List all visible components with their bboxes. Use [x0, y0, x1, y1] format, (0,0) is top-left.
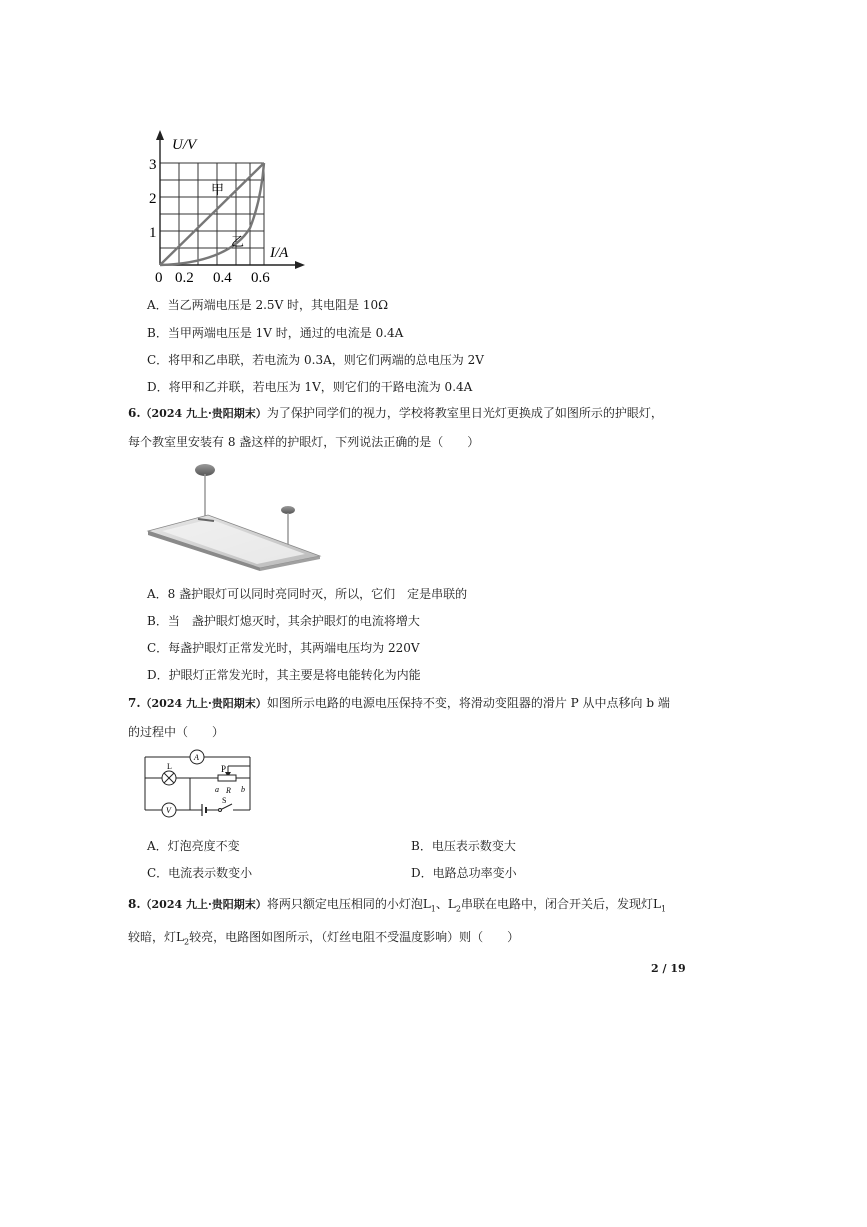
q8-sep: 、L: [435, 897, 456, 911]
y-axis-arrow: [156, 130, 164, 140]
q8-source: （2024 九上·贵阳期末）: [140, 898, 267, 911]
y-tick-3: 3: [149, 157, 157, 173]
q6-source: （2024 九上·贵阳期末）: [140, 407, 267, 420]
ceiling-mount-right: [281, 506, 295, 514]
q5-option-a[interactable]: A．当乙两端电压是 2.5V 时，其电阻是 10Ω: [147, 298, 389, 312]
end-b-label: b: [241, 785, 245, 794]
q8-sub-2: 2: [455, 904, 461, 914]
x-tick-0-4: 0.4: [213, 270, 232, 286]
x-axis-arrow: [295, 261, 305, 269]
q7-option-d[interactable]: D．电路总功率变小: [411, 866, 517, 880]
eye-lamp-illustration: [140, 458, 330, 573]
lamp-label: L: [167, 762, 172, 771]
q7-line2: 的过程中（ ）: [128, 725, 225, 739]
curve-jia-label: 甲: [211, 182, 225, 197]
q6-option-c[interactable]: C．每盏护眼灯正常发光时，其两端电压均为 220V: [147, 641, 420, 655]
switch-label: S: [222, 796, 227, 805]
q8-stem: [128, 890, 728, 957]
q6-option-a[interactable]: A．8 盏护眼灯可以同时亮同时灭，所以，它们 定是串联的: [147, 587, 468, 601]
q6-option-d[interactable]: D．护眼灯正常发光时，其主要是将电能转化为内能: [147, 668, 421, 682]
slider-label: P: [221, 764, 227, 774]
q7-source: （2024 九上·贵阳期末）: [140, 697, 267, 710]
x-tick-0-2: 0.2: [175, 270, 194, 286]
x-axis-label: I/A: [270, 245, 289, 261]
x-tick-0: 0: [155, 270, 163, 286]
q8-sub-4: 2: [183, 937, 190, 947]
q7-stem: [128, 689, 728, 746]
q7-option-b[interactable]: B．电压表示数变大: [411, 839, 516, 853]
q6-line2: 每个教室里安装有 8 盏这样的护眼灯，下列说法正确的是（ ）: [128, 435, 480, 449]
q6-line1: 为了保护同学们的视力，学校将教室里日光灯更换成了如图所示的护眼灯，: [266, 406, 663, 420]
q8-number: 8.: [128, 897, 141, 911]
q7-number: 7.: [128, 696, 141, 710]
q8-line2-a: 较暗，灯L: [128, 930, 184, 945]
voltmeter-label: V: [166, 806, 171, 815]
q8-line1-b: 串联在电路中，闭合开关后，发现灯L: [460, 897, 661, 911]
q7-circuit-diagram: [140, 742, 260, 822]
switch-contact: [219, 809, 222, 812]
y-axis-label: U/V: [172, 137, 197, 153]
q7-line1: 如图所示电路的电源电压保持不变，将滑动变阻器的滑片 P 从中点移向 b 端: [266, 696, 670, 710]
q8-sub-1: 1: [430, 904, 436, 914]
q5-option-c[interactable]: C．将甲和乙串联，若电流为 0.3A，则它们两端的总电压为 2V: [147, 353, 484, 367]
page-number: 2 / 19: [651, 962, 686, 975]
q7-option-a[interactable]: A．灯泡亮度不变: [147, 839, 240, 853]
q6-number: 6.: [128, 406, 141, 420]
u-i-graph: [140, 128, 310, 288]
ammeter-label: A: [194, 753, 199, 762]
x-tick-0-6: 0.6: [251, 270, 270, 286]
q8-sub-3: 1: [660, 904, 667, 914]
q6-stem: [128, 399, 728, 456]
resistor-label: R: [226, 786, 231, 795]
q6-option-b[interactable]: B．当 盏护眼灯熄灭时，其余护眼灯的电流将增大: [147, 614, 420, 628]
y-tick-1: 1: [149, 225, 157, 241]
end-a-label: a: [215, 785, 219, 794]
q7-option-c[interactable]: C．电流表示数变小: [147, 866, 253, 880]
q5-option-b[interactable]: B．当甲两端电压是 1V 时，通过的电流是 0.4A: [147, 326, 404, 340]
resistor-icon: [218, 775, 236, 781]
y-tick-2: 2: [149, 191, 157, 207]
curve-yi-label: 乙: [231, 234, 245, 249]
q8-line1-a: 将两只额定电压相同的小灯泡L: [266, 897, 431, 911]
q5-option-d[interactable]: D．将甲和乙并联，若电压为 1V，则它们的干路电流为 0.4A: [147, 380, 473, 394]
q8-line2-b: 较亮，电路图如图所示，（灯丝电阻不受温度影响）则（ ）: [189, 930, 520, 945]
